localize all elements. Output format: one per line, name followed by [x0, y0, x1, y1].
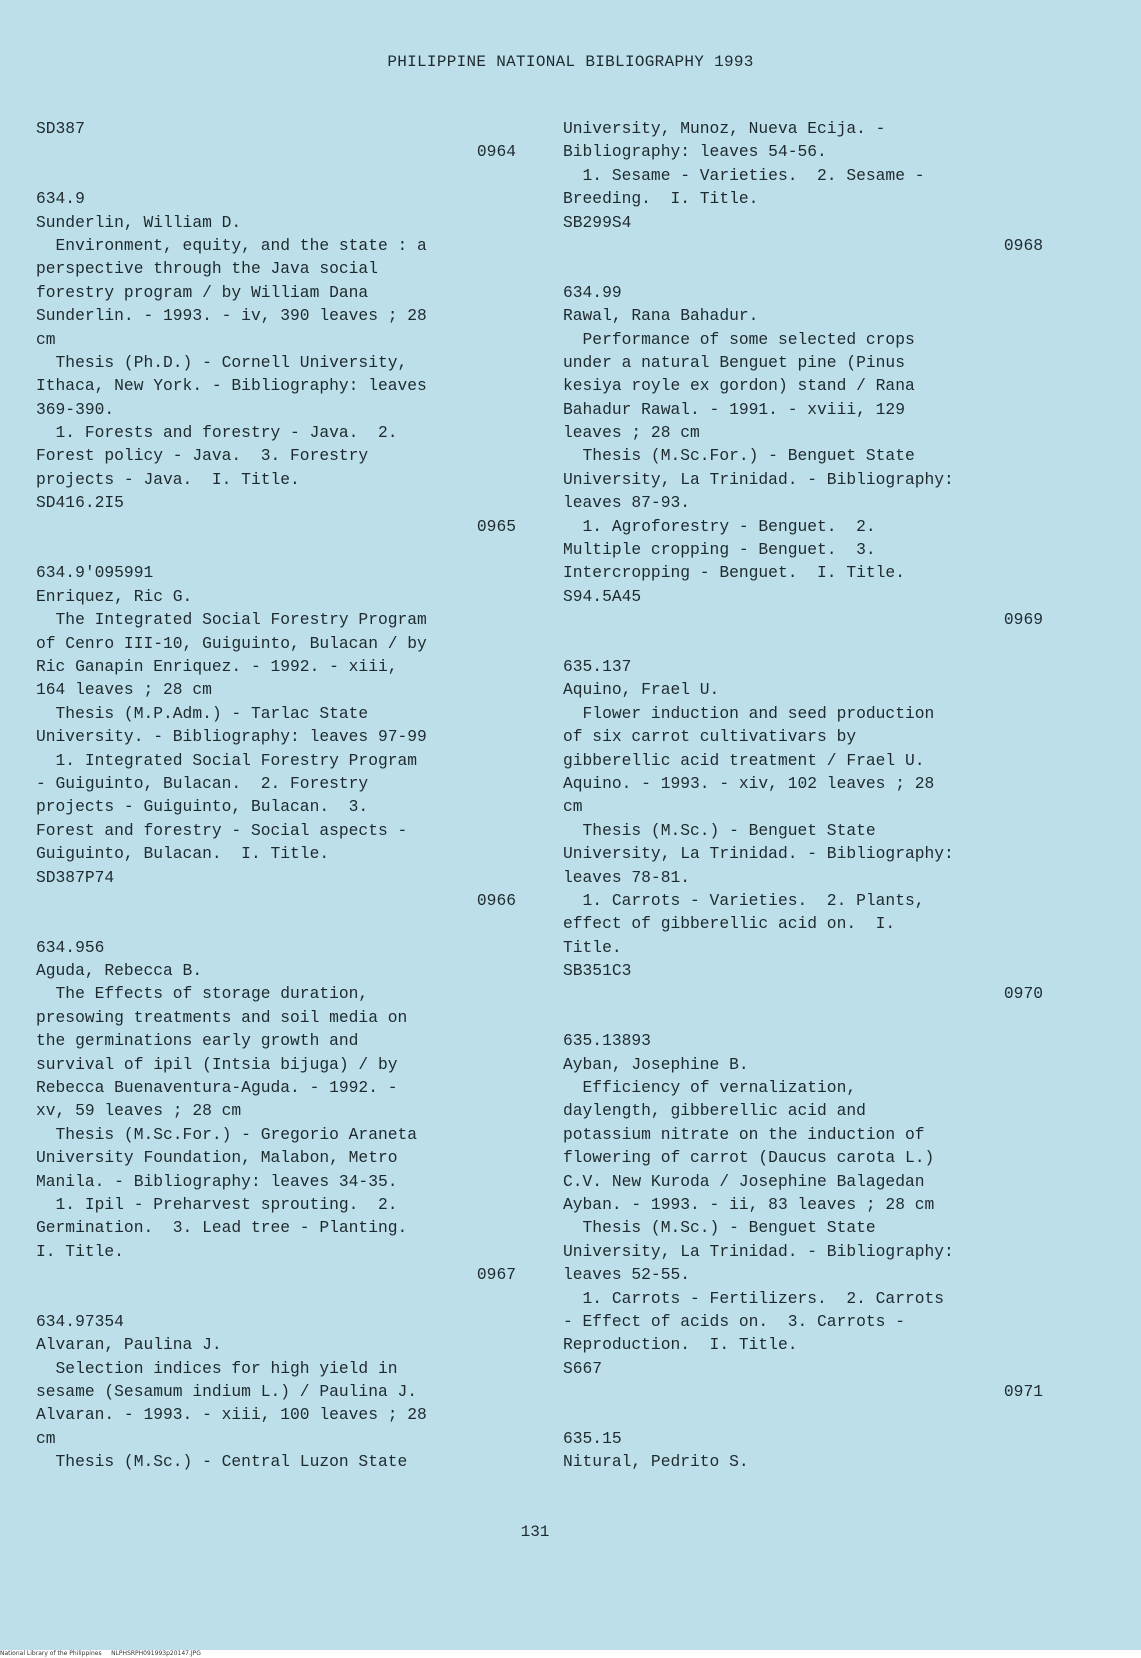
- text-line: gibberellic acid treatment / Frael U.: [563, 750, 925, 770]
- text-line: 635.137: [563, 656, 632, 676]
- text-line: Alvaran, Paulina J.: [36, 1335, 222, 1355]
- text-line: Ayban. - 1993. - ii, 83 leaves ; 28 cm: [563, 1194, 935, 1214]
- left-column: [36, 117, 516, 1474]
- text-line: University, La Trinidad. - Bibliography:: [563, 844, 954, 864]
- text-line: Nitural, Pedrito S.: [563, 1452, 749, 1472]
- text-line: potassium nitrate on the induction of: [563, 1124, 925, 1144]
- text-line: 635.15: [563, 1428, 622, 1448]
- text-line: The Integrated Social Forestry Program: [36, 610, 427, 630]
- text-line: SB351C3: [563, 961, 632, 981]
- entry-number: 0965: [476, 516, 516, 536]
- text-line: Intercropping - Benguet. I. Title.: [563, 563, 905, 583]
- text-line: 369-390.: [36, 399, 115, 419]
- text-line: 634.99: [563, 282, 622, 302]
- text-line: of six carrot cultivativars by: [563, 727, 857, 747]
- text-line: S94.5A45: [563, 586, 642, 606]
- text-line: 634.9: [36, 189, 85, 209]
- text-line: sesame (Sesamum indium L.) / Paulina J.: [36, 1382, 418, 1402]
- text-line: presowing treatments and soil media on: [36, 1007, 408, 1027]
- text-line: - Effect of acids on. 3. Carrots -: [563, 1311, 905, 1331]
- page-header: PHILIPPINE NATIONAL BIBLIOGRAPHY 1993: [387, 53, 754, 71]
- text-line: The Effects of storage duration,: [36, 984, 369, 1004]
- entry-number: 0964: [476, 142, 516, 162]
- text-line: xv, 59 leaves ; 28 cm: [36, 1101, 242, 1121]
- entry-number: 0971: [1003, 1382, 1043, 1402]
- text-line: Thesis (M.Sc.) - Benguet State: [563, 1218, 876, 1238]
- entry-spacer: [563, 1006, 1043, 1029]
- text-line: Reproduction. I. Title.: [563, 1335, 798, 1355]
- text-line: Efficiency of vernalization,: [563, 1078, 857, 1098]
- entry-number: 0968: [1003, 235, 1043, 255]
- text-line: projects - Java. I. Title.: [36, 469, 300, 489]
- entry-spacer: [563, 1403, 1043, 1426]
- text-line: leaves 52-55.: [563, 1265, 691, 1285]
- text-line: Thesis (M.Sc.) - Benguet State: [563, 820, 876, 840]
- text-line: Aquino, Frael U.: [563, 680, 720, 700]
- text-line: forestry program / by William Dana: [36, 282, 369, 302]
- text-line: flowering of carrot (Daucus carota L.): [563, 1148, 935, 1168]
- text-line: projects - Guiguinto, Bulacan. 3.: [36, 797, 369, 817]
- entry-spacer: [36, 538, 516, 561]
- text-line: daylength, gibberellic acid and: [563, 1101, 866, 1121]
- text-line: Multiple cropping - Benguet. 3.: [563, 540, 876, 560]
- text-line: University Foundation, Malabon, Metro: [36, 1148, 398, 1168]
- text-line: Germination. 3. Lead tree - Planting.: [36, 1218, 408, 1238]
- entry-spacer: [563, 257, 1043, 280]
- text-line: perspective through the Java social: [36, 259, 378, 279]
- text-line: the germinations early growth and: [36, 1031, 359, 1051]
- text-line: Thesis (M.Sc.) - Central Luzon State: [36, 1452, 408, 1472]
- text-line: Bibliography: leaves 54-56.: [563, 142, 827, 162]
- text-line: under a natural Benguet pine (Pinus: [563, 352, 905, 372]
- text-line: Forest policy - Java. 3. Forestry: [36, 446, 369, 466]
- text-line: Selection indices for high yield in: [36, 1358, 398, 1378]
- entry-spacer: [36, 164, 516, 187]
- text-line: Ayban, Josephine B.: [563, 1054, 749, 1074]
- text-line: Performance of some selected crops: [563, 329, 915, 349]
- text-line: University. - Bibliography: leaves 97-99: [36, 727, 427, 747]
- right-column: [563, 117, 1043, 1474]
- text-line: of Cenro III-10, Guiguinto, Bulacan / by: [36, 633, 427, 653]
- text-line: survival of ipil (Intsia bijuga) / by: [36, 1054, 398, 1074]
- text-line: Thesis (M.P.Adm.) - Tarlac State: [36, 703, 369, 723]
- text-line: Environment, equity, and the state : a: [36, 235, 427, 255]
- text-line: Forest and forestry - Social aspects -: [36, 820, 408, 840]
- text-line: 1. Agroforestry - Benguet. 2.: [563, 516, 876, 536]
- text-line: Title.: [563, 937, 622, 957]
- text-line: Flower induction and seed production: [563, 703, 935, 723]
- page-number: 131: [520, 1523, 550, 1541]
- text-line: 164 leaves ; 28 cm: [36, 680, 212, 700]
- text-line: University, La Trinidad. - Bibliography:: [563, 469, 954, 489]
- text-line: Aquino. - 1993. - xiv, 102 leaves ; 28: [563, 773, 935, 793]
- text-line: cm: [36, 329, 56, 349]
- text-line: 1. Carrots - Varieties. 2. Plants,: [563, 890, 925, 910]
- text-line: leaves ; 28 cm: [563, 423, 700, 443]
- text-line: 1. Ipil - Preharvest sprouting. 2.: [36, 1194, 398, 1214]
- text-line: Ithaca, New York. - Bibliography: leaves: [36, 376, 427, 396]
- entry-spacer: [563, 632, 1043, 655]
- text-line: SD416.2I5: [36, 493, 124, 513]
- text-line: Thesis (Ph.D.) - Cornell University,: [36, 352, 408, 372]
- text-line: Aguda, Rebecca B.: [36, 961, 203, 981]
- text-line: leaves 78-81.: [563, 867, 691, 887]
- text-line: I. Title.: [36, 1241, 124, 1261]
- text-line: University, La Trinidad. - Bibliography:: [563, 1241, 954, 1261]
- text-line: Manila. - Bibliography: leaves 34-35.: [36, 1171, 398, 1191]
- text-line: leaves 87-93.: [563, 493, 691, 513]
- text-line: SD387P74: [36, 867, 115, 887]
- entry-spacer: [36, 912, 516, 935]
- text-line: Guiguinto, Bulacan. I. Title.: [36, 844, 330, 864]
- text-line: S667: [563, 1358, 603, 1378]
- entry-number: 0970: [1003, 984, 1043, 1004]
- text-line: cm: [36, 1428, 56, 1448]
- text-line: 1. Integrated Social Forestry Program: [36, 750, 418, 770]
- text-line: Bahadur Rawal. - 1991. - xviii, 129: [563, 399, 905, 419]
- entry-spacer: [36, 1287, 516, 1310]
- entry-number: 0967: [476, 1265, 516, 1285]
- text-line: - Guiguinto, Bulacan. 2. Forestry: [36, 773, 369, 793]
- text-line: Sunderlin. - 1993. - iv, 390 leaves ; 28: [36, 306, 427, 326]
- scan-footer: National Library of the Philippines NLPHSRPH091993p20147.JPG: [0, 1650, 1141, 1658]
- text-line: Rebecca Buenaventura-Aguda. - 1992. -: [36, 1078, 398, 1098]
- text-line: Rawal, Rana Bahadur.: [563, 306, 759, 326]
- text-line: C.V. New Kuroda / Josephine Balagedan: [563, 1171, 925, 1191]
- text-line: Thesis (M.Sc.For.) - Benguet State: [563, 446, 915, 466]
- text-line: Breeding. I. Title.: [563, 189, 759, 209]
- text-line: University, Munoz, Nueva Ecija. -: [563, 119, 886, 138]
- text-line: Alvaran. - 1993. - xiii, 100 leaves ; 28: [36, 1405, 427, 1425]
- text-line: cm: [563, 797, 583, 817]
- text-line: Sunderlin, William D.: [36, 212, 242, 232]
- text-line: 634.956: [36, 937, 105, 957]
- text-line: 634.97354: [36, 1311, 124, 1331]
- text-line: 634.9'095991: [36, 563, 154, 583]
- text-line: Thesis (M.Sc.For.) - Gregorio Araneta: [36, 1124, 418, 1144]
- text-line: Enriquez, Ric G.: [36, 586, 193, 606]
- entry-number: 0969: [1003, 610, 1043, 630]
- text-line: SB299S4: [563, 212, 632, 232]
- text-line: 1. Forests and forestry - Java. 2.: [36, 423, 398, 443]
- text-line: kesiya royle ex gordon) stand / Rana: [563, 376, 915, 396]
- text-line: Ric Ganapin Enriquez. - 1992. - xiii,: [36, 656, 398, 676]
- text-line: effect of gibberellic acid on. I.: [563, 914, 896, 934]
- entry-number: 0966: [476, 890, 516, 910]
- text-line: 635.13893: [563, 1031, 651, 1051]
- text-line: 1. Sesame - Varieties. 2. Sesame -: [563, 165, 925, 185]
- text-line: SD387: [36, 119, 85, 138]
- text-line: 1. Carrots - Fertilizers. 2. Carrots: [563, 1288, 945, 1308]
